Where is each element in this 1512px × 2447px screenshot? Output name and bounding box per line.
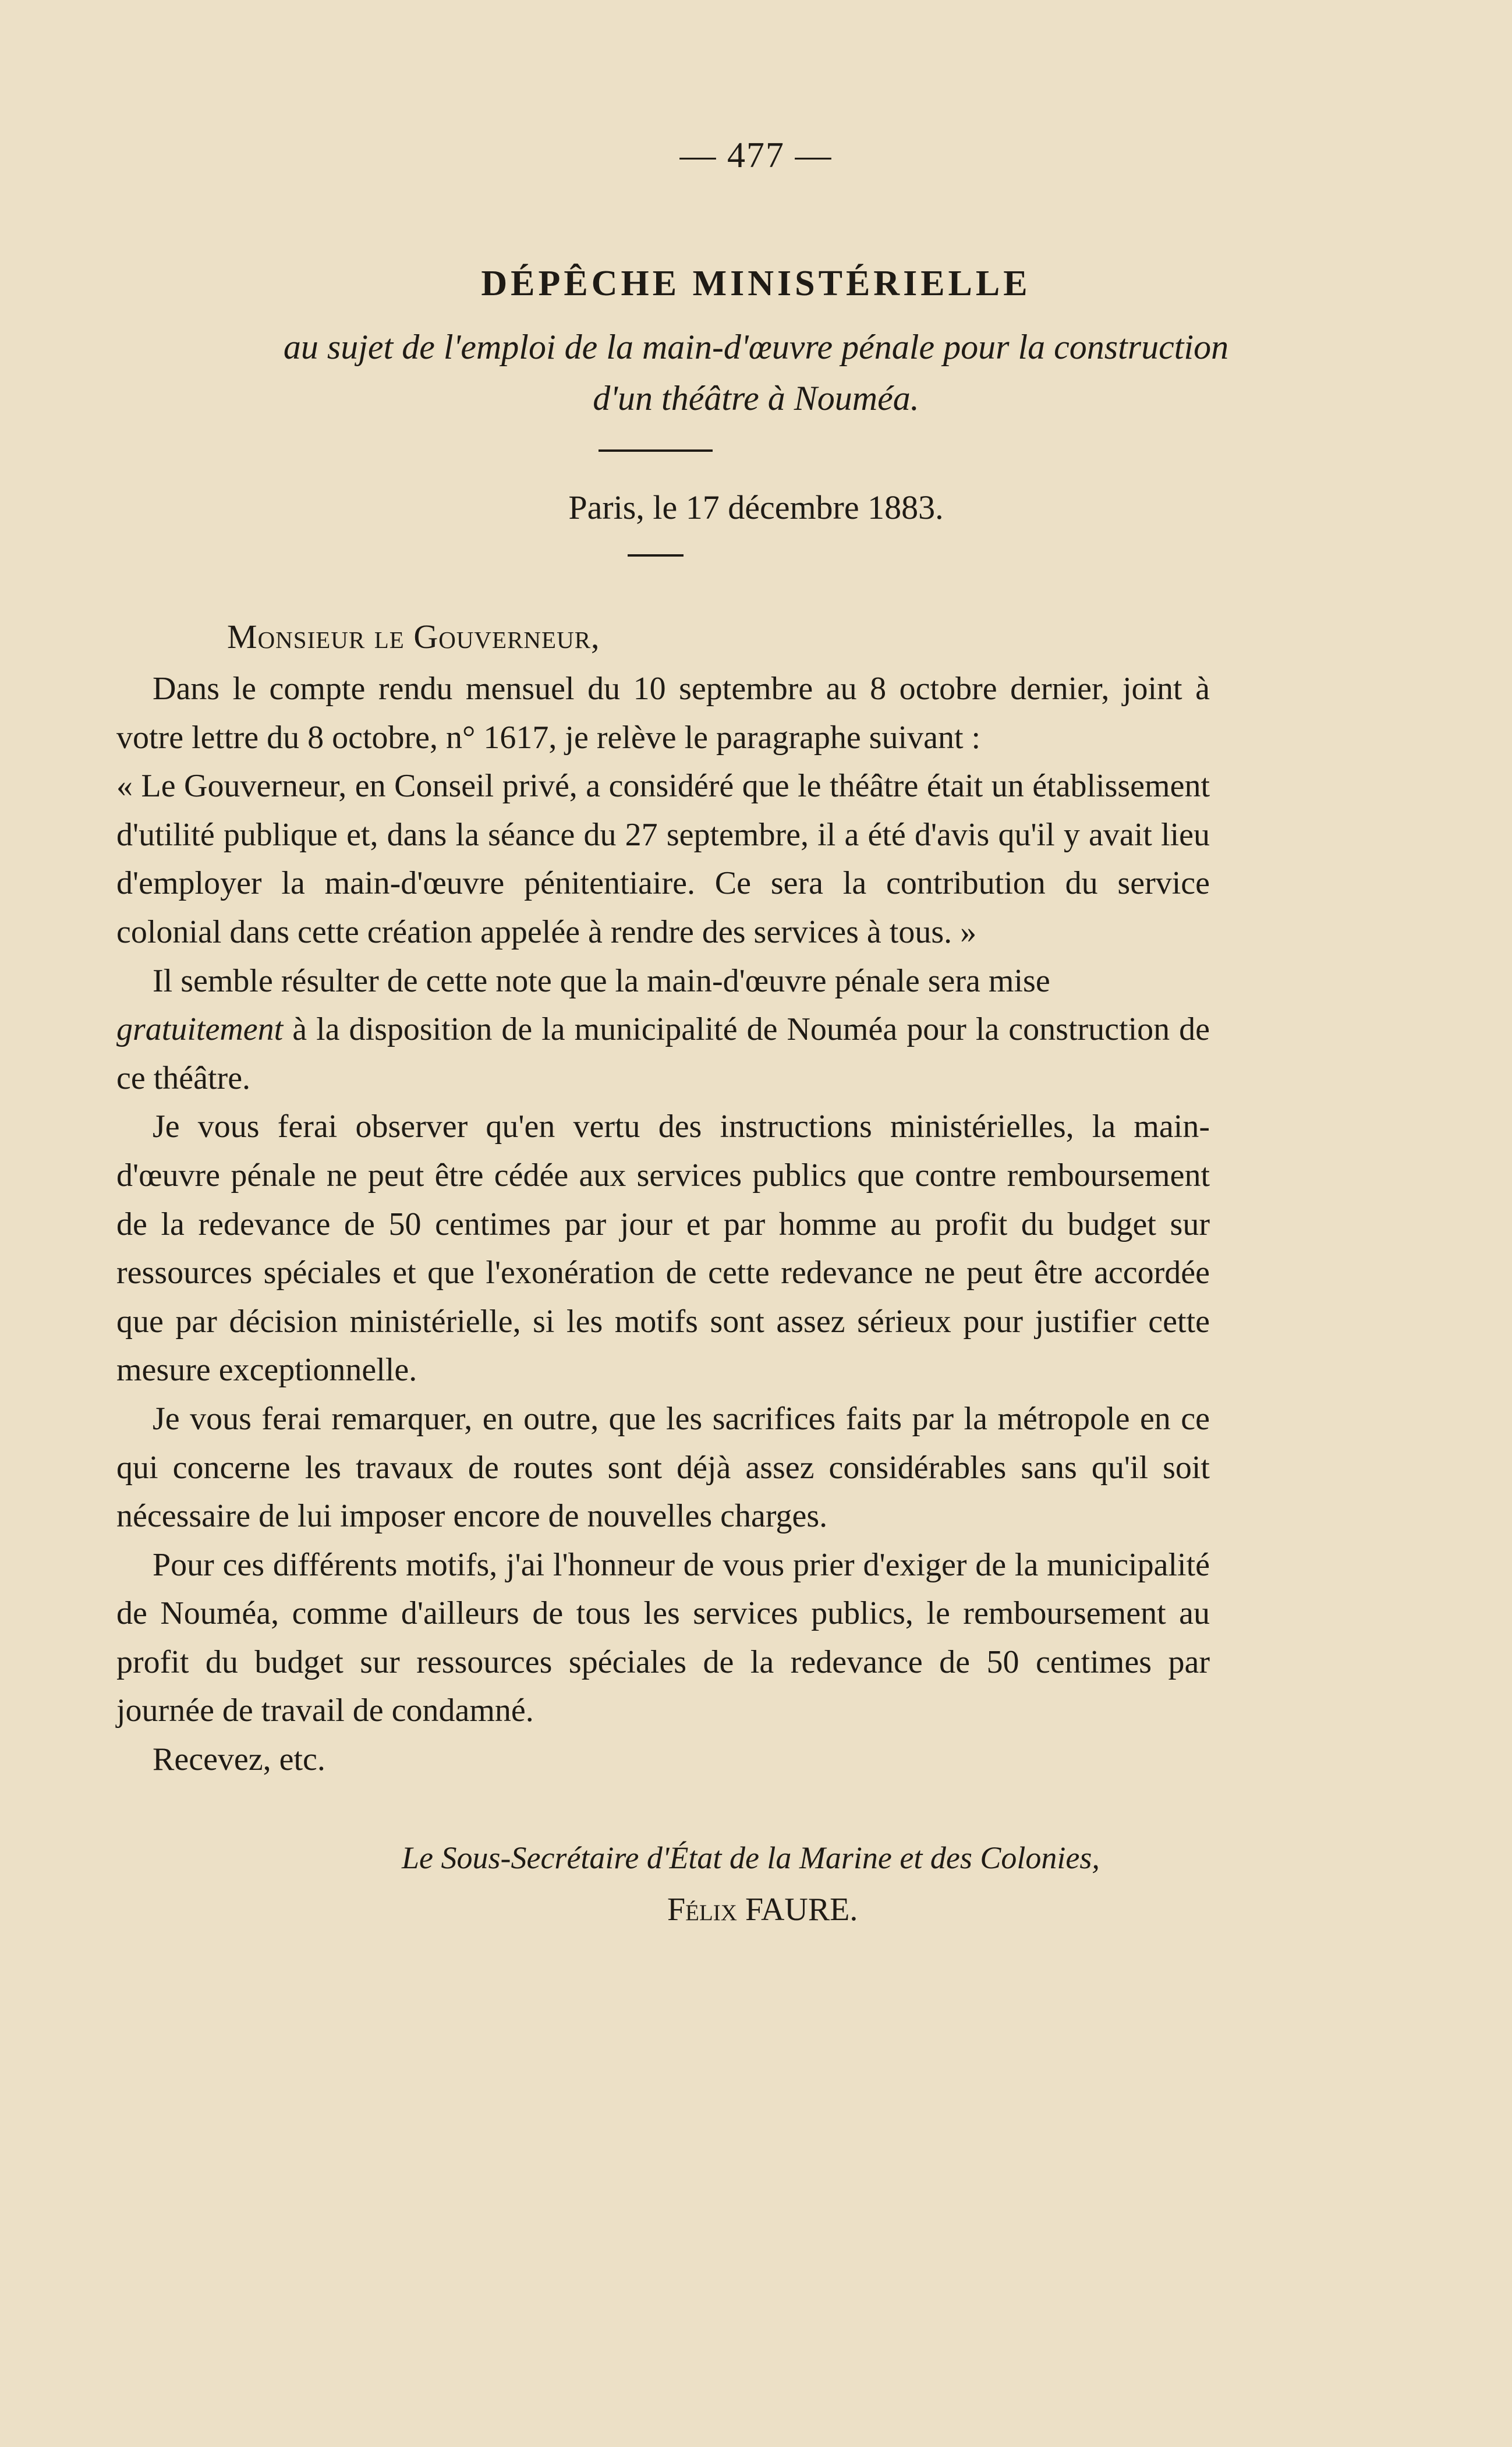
emphasis-gratuitement: gratuitement (116, 1011, 284, 1048)
separator-rule (599, 449, 713, 452)
paragraph-quote: « Le Gouverneur, en Conseil privé, a considéré que le théâtre était un établissement d'utilité publique et, dans la séance du 27 septembre, il a été d'avis qu'il y avait lieu d'employer la main-d'œuvre pénitentiaire. Ce sera la contribution du service colonial dans cette création appelée à rendre des services à tous. » (116, 768, 1210, 950)
letter-body (116, 665, 1210, 1784)
page-number: — 477 — (679, 136, 833, 175)
closing: Recevez, etc. (153, 1741, 325, 1778)
separator-rule-short (628, 554, 684, 557)
dateline: Paris, le 17 décembre 1883. (568, 488, 944, 526)
signature-first-name: Félix (667, 1892, 737, 1928)
paragraph-3-start: Il semble résulter de cette note que la main-d'œuvre pénale sera mise (153, 962, 1050, 999)
paragraph-6: Pour ces différents motifs, j'ai l'honneur de vous prier d'exiger de la municipalité de Nouméa, comme d'ailleurs de tous les services publics, le remboursement au profit du budget sur ressources spéciales de la redevance de 50 centimes par journée de travail de condamné. (116, 1546, 1210, 1729)
paragraph-4: Je vous ferai observer qu'en vertu des instructions ministérielles, la main-d'œuvre pénale ne peut être cédée aux services publics que contre remboursement de la redevance de 50 centimes par jour et par homme au profit du budget sur ressources spéciales et que l'exonération de cette redevance ne peut être accordée que par décision ministérielle, si les motifs sont assez sérieux pour justifier cette mesure exceptionnelle. (116, 1109, 1210, 1389)
signature-last-name: FAURE. (745, 1892, 858, 1928)
paragraph-3 (116, 957, 1210, 1103)
salutation: Monsieur le Gouverneur, (227, 618, 600, 656)
subtitle-line-2: d'un théâtre à Nouméa. (593, 379, 919, 417)
document-title: DÉPÊCHE MINISTÉRIELLE (481, 264, 1031, 303)
subtitle-line-1: au sujet de l'emploi de la main-d'œuvre pénale pour la construction (283, 328, 1229, 366)
signature-name (667, 1891, 858, 1928)
paragraph-1: Dans le compte rendu mensuel du 10 septembre au 8 octobre dernier, joint à votre lettre du 8 octobre, n° 1617, je relève le paragraphe suivant : (116, 671, 1210, 756)
document-subtitle (0, 321, 1512, 424)
paragraph-3-end: à la disposition de la municipalité de Nouméa pour la construction de ce théâtre. (116, 1011, 1210, 1096)
signature-title: Le Sous-Secrétaire d'État de la Marine et des Colonies, (402, 1840, 1100, 1875)
paragraph-5: Je vous ferai remarquer, en outre, que les sacrifices faits par la métropole en ce qui concerne les travaux de routes sont déjà assez considérables sans qu'il soit nécessaire de lui imposer encore de nouvelles charges. (116, 1400, 1210, 1535)
